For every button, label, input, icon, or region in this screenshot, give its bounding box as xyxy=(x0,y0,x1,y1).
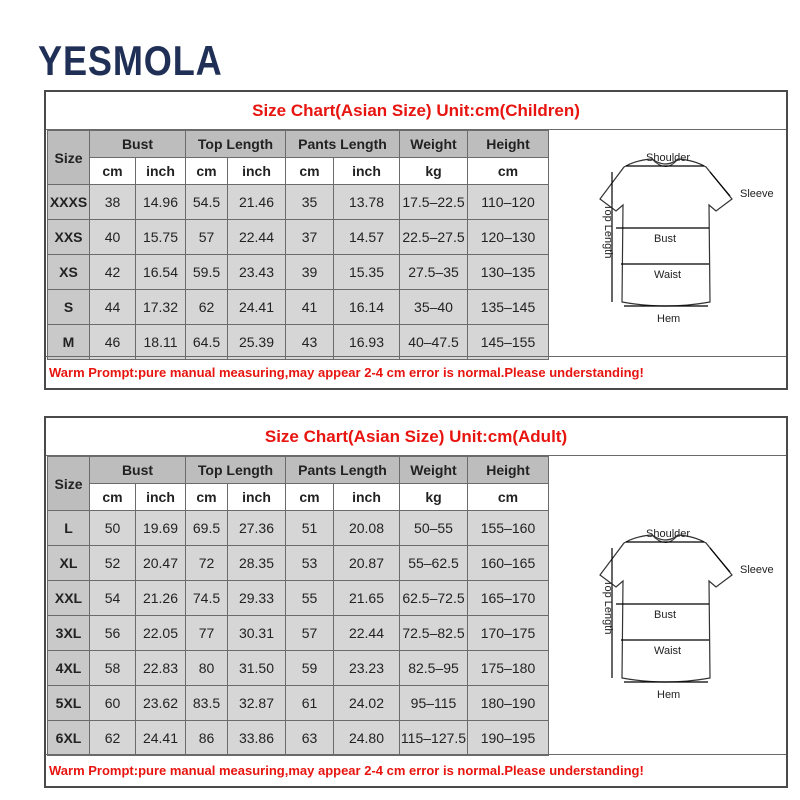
table-cell: 62 xyxy=(90,721,136,756)
size-label: XXS xyxy=(48,220,90,255)
table-cell: 21.26 xyxy=(136,581,186,616)
table-cell: 51 xyxy=(286,511,334,546)
bust-header: Bust xyxy=(90,131,186,158)
table-cell: 33.86 xyxy=(228,721,286,756)
table-cell: 35 xyxy=(286,185,334,220)
table-cell: 60 xyxy=(90,686,136,721)
table-cell: 44 xyxy=(90,290,136,325)
table-cell: 20.87 xyxy=(334,546,400,581)
sleeve-label: Sleeve xyxy=(740,564,774,576)
table-cell: 13.78 xyxy=(334,185,400,220)
weight-header: Weight xyxy=(400,131,468,158)
table-cell: 24.41 xyxy=(228,290,286,325)
size-label: 4XL xyxy=(48,651,90,686)
bust-label: Bust xyxy=(654,233,677,245)
tshirt-measure-diagram xyxy=(566,142,788,332)
adult-warning: Warm Prompt:pure manual measuring,may appear 2-4 cm error is normal.Please understanding! xyxy=(46,754,786,786)
size-label: 3XL xyxy=(48,616,90,651)
table-cell: 22.5–27.5 xyxy=(400,220,468,255)
table-cell: 27.5–35 xyxy=(400,255,468,290)
size-label: XL xyxy=(48,546,90,581)
table-cell: 22.83 xyxy=(136,651,186,686)
table-cell: 29.33 xyxy=(228,581,286,616)
table-cell: 19.69 xyxy=(136,511,186,546)
table-cell: 83.5 xyxy=(186,686,228,721)
table-cell: 120–130 xyxy=(468,220,549,255)
table-cell: 18.11 xyxy=(136,325,186,360)
table-cell: 130–135 xyxy=(468,255,549,290)
table-cell: 23.62 xyxy=(136,686,186,721)
size-header: Size xyxy=(48,131,90,185)
top-length-header: Top Length xyxy=(186,457,286,484)
size-header: Size xyxy=(48,457,90,511)
table-cell: 14.57 xyxy=(334,220,400,255)
table-cell: 52 xyxy=(90,546,136,581)
table-cell: 32.87 xyxy=(228,686,286,721)
unit-cell: inch xyxy=(334,484,400,511)
unit-cell: inch xyxy=(228,158,286,185)
waist-label: Waist xyxy=(654,269,682,281)
height-header: Height xyxy=(468,131,549,158)
table-cell: 22.05 xyxy=(136,616,186,651)
table-cell: 180–190 xyxy=(468,686,549,721)
table-cell: 115–127.5 xyxy=(400,721,468,756)
table-cell: 54.5 xyxy=(186,185,228,220)
sleeve-label: Sleeve xyxy=(740,188,774,200)
unit-cell: cm xyxy=(90,158,136,185)
table-cell: 50–55 xyxy=(400,511,468,546)
table-cell: 17.32 xyxy=(136,290,186,325)
unit-cell: cm xyxy=(186,484,228,511)
unit-cell: kg xyxy=(400,158,468,185)
table-row xyxy=(48,290,549,325)
table-cell: 15.35 xyxy=(334,255,400,290)
top-length-label: Top Length xyxy=(602,580,614,635)
table-cell: 54 xyxy=(90,581,136,616)
table-cell: 165–170 xyxy=(468,581,549,616)
table-cell: 20.08 xyxy=(334,511,400,546)
adult-size-table xyxy=(47,456,549,756)
table-row xyxy=(48,651,549,686)
table-row xyxy=(48,511,549,546)
table-cell: 72.5–82.5 xyxy=(400,616,468,651)
table-cell: 28.35 xyxy=(228,546,286,581)
waist-label: Waist xyxy=(654,645,682,657)
table-cell: 16.54 xyxy=(136,255,186,290)
shoulder-label: Shoulder xyxy=(646,528,691,540)
table-row xyxy=(48,325,549,360)
table-cell: 110–120 xyxy=(468,185,549,220)
size-label: 5XL xyxy=(48,686,90,721)
hem-label: Hem xyxy=(657,689,681,701)
adult-garment-diagram xyxy=(566,518,788,708)
size-label: XS xyxy=(48,255,90,290)
table-cell: 72 xyxy=(186,546,228,581)
children-size-table xyxy=(47,130,549,360)
table-cell: 25.39 xyxy=(228,325,286,360)
table-cell: 62.5–72.5 xyxy=(400,581,468,616)
weight-header: Weight xyxy=(400,457,468,484)
table-cell: 27.36 xyxy=(228,511,286,546)
unit-cell: inch xyxy=(334,158,400,185)
table-row xyxy=(48,616,549,651)
table-cell: 95–115 xyxy=(400,686,468,721)
unit-cell: cm xyxy=(468,484,549,511)
pants-length-header: Pants Length xyxy=(286,457,400,484)
top-length-label: Top Length xyxy=(602,204,614,259)
table-cell: 38 xyxy=(90,185,136,220)
table-cell: 20.47 xyxy=(136,546,186,581)
table-cell: 35–40 xyxy=(400,290,468,325)
table-cell: 82.5–95 xyxy=(400,651,468,686)
children-chart-title: Size Chart(Asian Size) Unit:cm(Children) xyxy=(46,92,786,130)
table-cell: 57 xyxy=(286,616,334,651)
table-row xyxy=(48,686,549,721)
table-row xyxy=(48,581,549,616)
table-cell: 39 xyxy=(286,255,334,290)
table-cell: 37 xyxy=(286,220,334,255)
table-cell: 24.02 xyxy=(334,686,400,721)
table-cell: 21.65 xyxy=(334,581,400,616)
table-cell: 61 xyxy=(286,686,334,721)
adult-size-chart xyxy=(44,416,788,788)
table-cell: 14.96 xyxy=(136,185,186,220)
table-cell: 80 xyxy=(186,651,228,686)
table-cell: 42 xyxy=(90,255,136,290)
top-length-header: Top Length xyxy=(186,131,286,158)
table-cell: 31.50 xyxy=(228,651,286,686)
table-cell: 16.93 xyxy=(334,325,400,360)
size-label: XXL xyxy=(48,581,90,616)
bust-label: Bust xyxy=(654,609,677,621)
table-cell: 23.43 xyxy=(228,255,286,290)
table-cell: 55 xyxy=(286,581,334,616)
table-cell: 53 xyxy=(286,546,334,581)
unit-cell: cm xyxy=(286,158,334,185)
table-cell: 59.5 xyxy=(186,255,228,290)
table-cell: 22.44 xyxy=(334,616,400,651)
pants-length-header: Pants Length xyxy=(286,131,400,158)
unit-cell: inch xyxy=(136,484,186,511)
table-cell: 17.5–22.5 xyxy=(400,185,468,220)
unit-cell: inch xyxy=(228,484,286,511)
table-cell: 30.31 xyxy=(228,616,286,651)
children-garment-diagram xyxy=(566,142,788,332)
table-cell: 155–160 xyxy=(468,511,549,546)
table-cell: 135–145 xyxy=(468,290,549,325)
size-label: L xyxy=(48,511,90,546)
size-label: S xyxy=(48,290,90,325)
bust-header: Bust xyxy=(90,457,186,484)
size-label: M xyxy=(48,325,90,360)
table-cell: 69.5 xyxy=(186,511,228,546)
table-row xyxy=(48,721,549,756)
table-cell: 24.41 xyxy=(136,721,186,756)
table-cell: 22.44 xyxy=(228,220,286,255)
table-cell: 58 xyxy=(90,651,136,686)
table-cell: 43 xyxy=(286,325,334,360)
unit-cell: cm xyxy=(186,158,228,185)
table-cell: 175–180 xyxy=(468,651,549,686)
table-cell: 40–47.5 xyxy=(400,325,468,360)
table-cell: 62 xyxy=(186,290,228,325)
table-cell: 41 xyxy=(286,290,334,325)
shoulder-label: Shoulder xyxy=(646,152,691,164)
table-cell: 16.14 xyxy=(334,290,400,325)
brand-logo: YESMOLA xyxy=(38,37,223,84)
table-cell: 24.80 xyxy=(334,721,400,756)
table-cell: 190–195 xyxy=(468,721,549,756)
unit-cell: cm xyxy=(468,158,549,185)
children-warning: Warm Prompt:pure manual measuring,may appear 2-4 cm error is normal.Please understanding! xyxy=(46,356,786,388)
table-cell: 56 xyxy=(90,616,136,651)
table-cell: 170–175 xyxy=(468,616,549,651)
table-cell: 77 xyxy=(186,616,228,651)
tshirt-measure-diagram xyxy=(566,518,788,708)
table-row xyxy=(48,255,549,290)
children-size-chart xyxy=(44,90,788,390)
table-cell: 40 xyxy=(90,220,136,255)
table-cell: 46 xyxy=(90,325,136,360)
unit-cell: cm xyxy=(90,484,136,511)
adult-chart-title: Size Chart(Asian Size) Unit:cm(Adult) xyxy=(46,418,786,456)
table-row xyxy=(48,220,549,255)
table-cell: 86 xyxy=(186,721,228,756)
unit-cell: inch xyxy=(136,158,186,185)
table-cell: 74.5 xyxy=(186,581,228,616)
table-cell: 160–165 xyxy=(468,546,549,581)
table-row xyxy=(48,546,549,581)
hem-label: Hem xyxy=(657,313,681,325)
table-cell: 63 xyxy=(286,721,334,756)
table-cell: 15.75 xyxy=(136,220,186,255)
table-cell: 23.23 xyxy=(334,651,400,686)
table-cell: 21.46 xyxy=(228,185,286,220)
table-row xyxy=(48,185,549,220)
size-label: 6XL xyxy=(48,721,90,756)
table-cell: 145–155 xyxy=(468,325,549,360)
unit-cell: cm xyxy=(286,484,334,511)
table-cell: 64.5 xyxy=(186,325,228,360)
table-cell: 55–62.5 xyxy=(400,546,468,581)
size-label: XXXS xyxy=(48,185,90,220)
table-cell: 57 xyxy=(186,220,228,255)
unit-cell: kg xyxy=(400,484,468,511)
height-header: Height xyxy=(468,457,549,484)
table-cell: 59 xyxy=(286,651,334,686)
table-cell: 50 xyxy=(90,511,136,546)
